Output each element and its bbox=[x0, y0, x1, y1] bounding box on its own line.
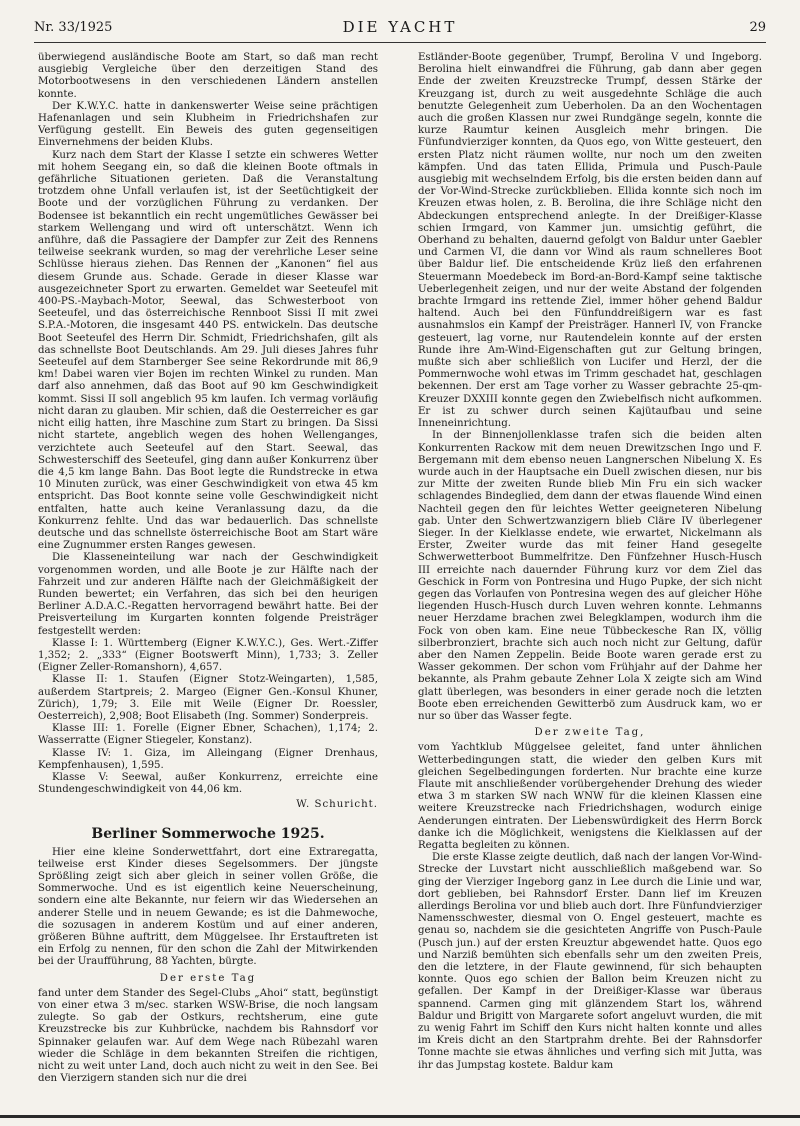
issue-number: Nr. 33/1925 bbox=[34, 20, 113, 35]
left-column bbox=[38, 52, 378, 1092]
paragraph: Der K.W.Y.C. hatte in dankenswerter Weise seine prächtigen Hafenanlagen und sein Klubheim in Friedrichshafen zur Verfügung gestellt. Ein Beweis des guten gegenseitigen Einvernehmens der beiden Klubs. bbox=[38, 100, 378, 149]
subheading: Der zweite Tag, bbox=[534, 727, 646, 739]
result-class-2: Klasse II: 1. Staufen (Eigner Stotz-Weingarten), 1,585, außerdem Startpreis; 2. Margeo (Eigner Gen.-Konsul Khuner, Zürich), 1,79; 3. Eile mit Weile (Eigner Dr. Roessler, Oesterreich), 2,908; Boot Elisabeth (Ing. Sommer) Sonderpreis. bbox=[38, 674, 378, 722]
paragraph: Die erste Klasse zeigte deutlich, daß nach der langen Vor-Wind-Strecke der Luvstart nicht ausschließlich maßgebend war. So ging der Vierziger Ingeborg ganz in Lee durch die Linie und war, dort geblieben, bei Rahnsdorf Erster. Dann lief im Kreuzen allerdings Berolina vor und blieb auch dort. Ihre Fünfundvierziger Namensschwester, diesmal von O. Engel gesteuert, machte es genau so, nachdem sie die gesichteten Angriffe von Pusch-Paule (Pusch jun.) auf der ersten Kreuztur abgewendet hatte. Quos ego und Narziß bemühten sich ebenfalls sehr um den zweiten Preis, den die letztere, in der Flaute gewinnend, für sich behaupten konnte. Quos ego schien der Ballon beim Kreuzen nicht zu gefallen. Der Kampf in der Dreißiger-Klasse war überaus spannend. Carmen ging mit glänzendem Start los, während Baldur und Brigitt von Margarete sofort angeluvt wurden, die mit zu wenig Fahrt im Schiff den Kurs nicht halten konnte und alles im Kreis dicht an den Startprahm drehte. Bei der Rahnsdorfer Tonne machte sie etwas ähnliches und verfing sich mit Jutta, was ihr das Jumpstag kostete. Baldur kam bbox=[418, 852, 762, 1071]
page-header bbox=[34, 18, 766, 43]
paragraph: vom Yachtklub Müggelsee geleitet, fand unter ähnlichen Wetterbedingungen statt, die wieder den gelben Kurs mit gleichen Segelbedingungen forderten. Nur brachte eine kurze Flaute mit anschließender vorübergehender Drehung des wieder etwa 3 m starken SW nach WNW für die kleinen Klassen eine weitere Kreuzstrecke nach Friedrichshagen, wodurch einige Aenderungen eintraten. Der Liebenswürdigkeit des Herrn Borck danke ich die Möglichkeit, wenigstens die Kielklassen auf der Regatta begleiten zu können. bbox=[418, 742, 762, 851]
section-title: Berliner Sommerwoche 1925. bbox=[91, 825, 325, 842]
paragraph: Estländer-Boote gegenüber, Trumpf, Berolina V und Ingeborg. Berolina hielt einwandfrei die Führung, gab dann aber gegen Ende der zweiten Kreuzstrecke Trumpf, dessen Stärke der Kreuzgang ist, durch zu weit ausgedehnte Schläge die auch benutzte Gelegenheit zum Ueberholen. Da an den Wochentagen auch die großen Klassen nur zwei Rundgänge segeln, konnte die kurze Raumtur keinen Ausgleich mehr bringen. Die Fünfundvierziger konnten, da Quos ego, von Witte gesteuert, den ersten Platz nicht räumen wollte, nur noch um den zweiten kämpfen. Und das taten Ellida, Primula und Pusch-Paule ausgiebig mit wechselndem Erfolg, bis die ersten beiden dann auf der Vor-Wind-Strecke zurückblieben. Ellida konnte sich noch im Kreuzen etwas holen, z. B. Berolina, die ihre Schläge nicht den Abdeckungen entsprechend anlegte. In der Dreißiger-Klasse schien Irmgard, von Kammer jun. umsichtig geführt, die Oberhand zu behalten, dauernd gefolgt von Baldur unter Gaebler und Carmen VI, die dann vor Wind als raum schnelleres Boot über Baldur lief. Die entscheidende Krüz ließ den erfahrenen Steuermann Moedebeck im Bord-an-Bord-Kampf seine taktische Ueberlegenheit zeigen, und nur der weite Abstand der folgenden brachte Irmgard ins rettende Ziel, immer höher gehend Baldur haltend. Auch bei den Fünfunddreißigern war es fast ausnahmslos ein Kampf der Preisträger. Hannerl IV, von Francke gesteuert, lag vorne, nur Rautendelein konnte auf der ersten Runde ihre Am-Wind-Eigenschaften gut zur Geltung bringen, mußte sich aber schließlich von Lucifer und Herzl, der die Pommernwoche wohl etwas im Trimm geschadet hat, geschlagen bekennen. Der erst am Tage vorher zu Wasser gebrachte 25-qm-Kreuzer DXXIII konnte gegen den Zwiebelfisch nicht aufkommen. Er ist zu schwer durch seinen Kajütaufbau und seine Inneneinrichtung. bbox=[418, 52, 762, 430]
paragraph: fand unter dem Stander des Segel-Clubs „Ahoi“ statt, begünstigt von einer etwa 3 m/sec. starken WSW-Brise, die noch langsam zulegte. So gab der Ostkurs, rechtsherum, eine gute Kreuzstrecke bis zur Kuhbrücke, nachdem bis Rahnsdorf vor Spinnaker gelaufen war. Auf dem Wege nach Rübezahl waren wieder die Schläge in dem bekannten Streifen die richtigen, nicht zu weit unter Land, doch auch nicht zu weit in den See. Bei den Vierzigern standen sich nur die drei bbox=[38, 987, 378, 1085]
result-class-5: Klasse V: Seewal, außer Konkurrenz, erreichte eine Stundengeschwindigkeit von 44,06 km. bbox=[38, 771, 378, 796]
paragraph: Hier eine kleine Sonderwettfahrt, dort eine Extraregatta, teilweise erst Kinder dieses Segelsommers. Der jüngste Sprößling zeigt sich aber gleich in seiner vollen Größe, die Sommerwoche. Und es ist eigentlich keine Neuerscheinung, sondern eine alte Bekannte, nur feiern wir das Wiedersehen an anderer Stelle und in neuem Gewande; es ist die Dahmewoche, die sozusagen in anderem Kostüm und auf einer anderen, größeren Bühne auftritt, dem Müggelsee. Ihr Erstauftreten ist ein Erfolg zu nennen, für den schon die Zahl der Mitwirkenden bei der Uraufführung, 88 Yachten, bürgte. bbox=[38, 846, 378, 968]
result-class-3: Klasse III: 1. Forelle (Eigner Ebner, Schachen), 1,174; 2. Wasserratte (Eigner Stiegeler, Konstanz). bbox=[38, 723, 378, 747]
bottom-border bbox=[0, 1115, 800, 1118]
result-class-4: Klasse IV: 1. Giza, im Alleingang (Eigner Drenhaus, Kempfenhausen), 1,595. bbox=[38, 747, 378, 771]
subheading: Der erste Tag bbox=[159, 972, 257, 984]
right-column bbox=[418, 52, 762, 1092]
paragraph: Kurz nach dem Start der Klasse I setzte ein schweres Wetter mit hohem Seegang ein, so daß die kleinen Boote oftmals in gefährliche Situationen gerieten. Daß die Veranstaltung trotzdem ohne Unfall verlaufen ist, ist der Seetüchtigkeit der Boote und der vorzüglichen Führung zu verdanken. Der Bodensee ist bekanntlich ein recht ungemütliches Gewässer bei starkem Wellengang und wird oft unterschätzt. Wenn ich anführe, daß die Passagiere der Dampfer zur Zeit des Rennens teilweise seekrank wurden, so mag der verehrliche Leser seine Schlüsse hieraus ziehen. Das Rennen der „Kanonen“ fiel aus diesem Grunde aus. Schade. Gerade in dieser Klasse war ausgezeichneter Sport zu erwarten. Gemeldet war Seeteufel mit 400-PS.-Maybach-Motor, Seewal, das Schwesterboot von Seeteufel, und das österreichische Rennboot Sissi II mit zwei S.P.A.-Motoren, die insgesamt 440 PS. entwickeln. Das deutsche Boot Seeteufel des Herrn Dir. Schmidt, Friedrichshafen, gilt als das schnellste Boot Deutschlands. Am 29. Juli dieses Jahres fuhr Seeteufel auf dem Starnberger See seine Rekordrunde mit 86,9 km! Dabei waren vier Bojen im rechten Winkel zu runden. Man darf also annehmen, daß das Boot auf 90 km Geschwindigkeit kommt. Sissi II soll angeblich 95 km laufen. Ich vermag vorläufig nicht daran zu glauben. Mir schien, daß die Oesterreicher es gar nicht eilig hatten, ihre Maschine zum Start zu bringen. Da Sissi nicht startete, angeblich wegen des hohen Wellenganges, verzichtete auch Seeteufel auf den Start. Seewal, das Schwesterschiff des Seeteufel, ging dann außer Konkurrenz über die 4,5 km lange Bahn. Das Boot legte die Rundstrecke in etwa 10 Minuten zurück, was einer Geschwindigkeit von etwa 45 km entspricht. Das Boot konnte seine volle Geschwindigkeit nicht entfalten, hatte auch keine Veranlassung dazu, da die Konkurrenz fehlte. Und das war bedauerlich. Das schnellste deutsche und das schnellste österreichische Boot am Start wäre eine Zugnummer ersten Ranges gewesen. bbox=[38, 149, 378, 552]
author-signature: W. Schuricht. bbox=[296, 799, 378, 811]
journal-title: DIE YACHT bbox=[342, 18, 458, 36]
paragraph: Die Klasseneinteilung war nach der Geschwindigkeit vorgenommen worden, und alle Boote je zur Hälfte nach der Fahrzeit und zur anderen Hälfte nach der Gleichmäßigkeit der Runden bewertet; ein Verfahren, das sich bei den heurigen Berliner A.D.A.C.-Regatten hervorragend bewährt hatte. Bei der Preisverteilung im Kurgarten konnten folgende Preisträger festgestellt werden: bbox=[38, 552, 378, 637]
paragraph: In der Binnenjollenklasse trafen sich die beiden alten Konkurrenten Rackow mit dem neuen Drewitzschen Ingo und F. Bergemann mit dem ebenso neuen Langnerschen Nibelung X. Es wurde auch in der Hauptsache ein Duell zwischen diesen, nur bis zur Mitte der zweiten Runde blieb Min Fru ein sich wacker schlagendes Bindeglied, dem dann der etwas flauende Wind einen Nachteil gegen den für leichtes Wetter geeigneteren Nibelung gab. Unter den Schwertzwanzigern blieb Cläre IV überlegener Sieger. In der Kielklasse endete, wie erwartet, Nickelmann als Erster, Zweiter wurde das mit feiner Hand gesegelte Schwerwetterboot Bummelfritze. Den Fünfzehner Husch-Husch III erreichte nach dauernder Führung kurz vor dem Ziel das Geschick in Form von Pontresina und Hugo Pupke, der sich nicht gegen das Vorlaufen von Pontresina wegen des auf gleicher Höhe liegenden Husch-Husch durch Luven wehren konnte. Lehmanns neuer Herzdame brachen zwei Belegklampen, wodurch ihm die Fock von oben kam. Eine neue Tübbeckesche Ran IX, völlig silberbronziert, brachte sich auch noch nicht zur Geltung, dafür aber den Namen Zeppelin. Beide Boote waren gerade erst zu Wasser gekommen. Der schon vom Frühjahr auf der Dahme her bekannte, als Prahm gebaute Zehner Lola X zeigte sich am Wind glatt überlegen, was besonders in einer gerade noch die letzten Boote eben erreichenden Gewitterbö zum Ausdruck kam, wo er nur so über das Wasser fegte. bbox=[418, 430, 762, 722]
page-number: 29 bbox=[749, 20, 766, 35]
result-class-1: Klasse I: 1. Württemberg (Eigner K.W.Y.C.), Ges. Wert.-Ziffer 1,352; 2. „333“ (Eigner Bootswerft Minn), 1,733; 3. Zeller (Eigner Zeller-Romanshorn), 4,657. bbox=[38, 637, 378, 674]
paragraph: überwiegend ausländische Boote am Start, so daß man recht ausgiebig Vergleiche über den derzeitigen Stand des Motorbootwesens in den verschiedenen Ländern anstellen konnte. bbox=[38, 52, 378, 100]
